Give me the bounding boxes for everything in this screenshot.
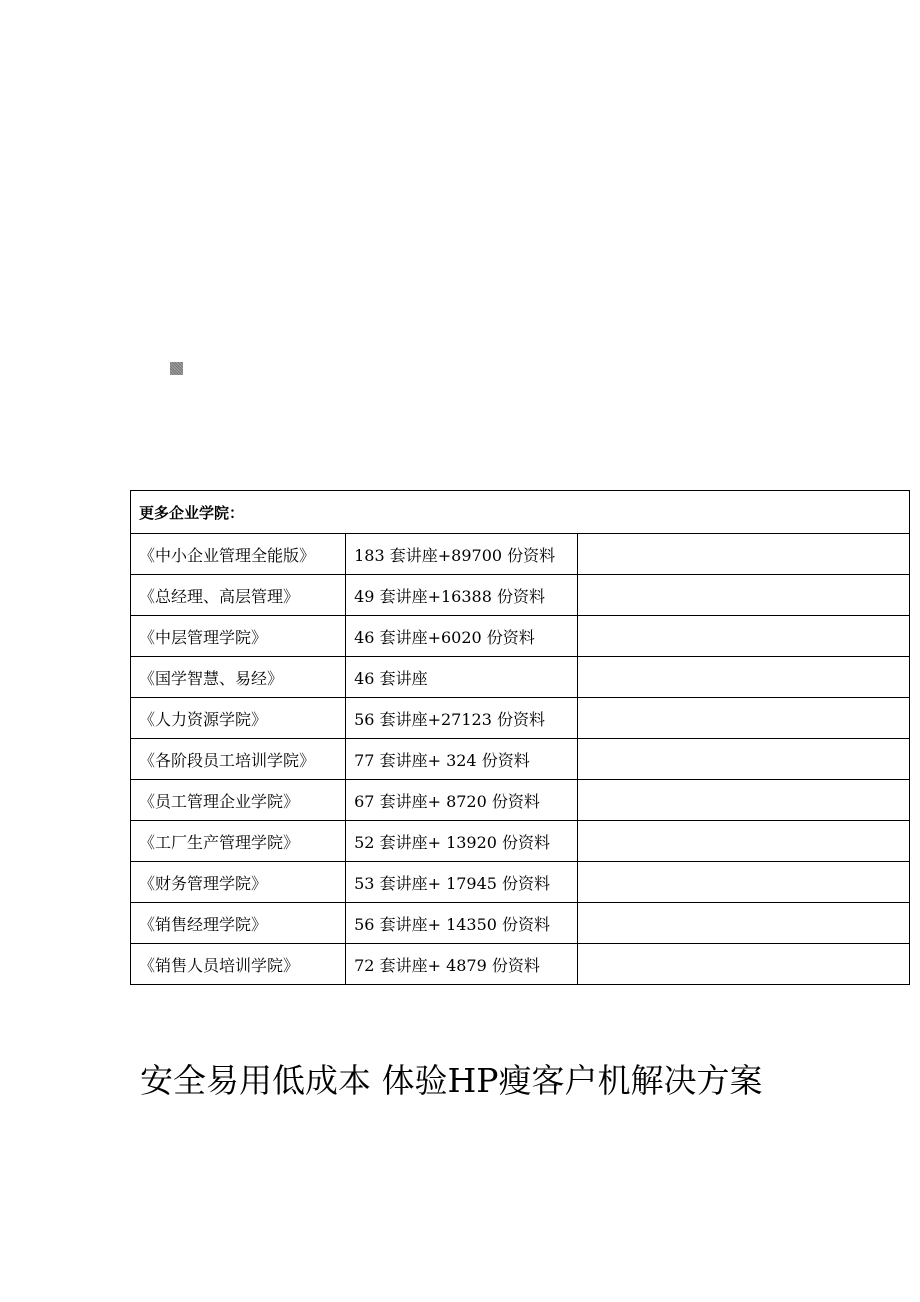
academy-name-cell: 《销售人员培训学院》 (131, 944, 346, 985)
academy-extra-cell (577, 944, 909, 985)
academy-detail-cell: 67 套讲座+ 8720 份资料 (346, 780, 577, 821)
table-row (131, 739, 910, 780)
square-bullet-icon (170, 362, 183, 375)
academy-detail-cell: 56 套讲座+27123 份资料 (346, 698, 577, 739)
academy-name-cell: 《员工管理企业学院》 (131, 780, 346, 821)
table-row (131, 821, 910, 862)
table-header: 更多企业学院： (131, 491, 910, 534)
academy-extra-cell (577, 862, 909, 903)
table-row (131, 862, 910, 903)
table-row (131, 657, 910, 698)
academy-extra-cell (577, 657, 909, 698)
document-title: 安全易用低成本 体验HP瘦客户机解决方案 (140, 1061, 763, 1100)
table-row (131, 575, 910, 616)
academy-name-cell: 《工厂生产管理学院》 (131, 821, 346, 862)
table-header-row (131, 491, 910, 534)
academy-name-cell: 《中小企业管理全能版》 (131, 534, 346, 575)
academy-detail-cell: 52 套讲座+ 13920 份资料 (346, 821, 577, 862)
academy-extra-cell (577, 903, 909, 944)
academy-name-cell: 《销售经理学院》 (131, 903, 346, 944)
academy-extra-cell (577, 698, 909, 739)
academy-extra-cell (577, 534, 909, 575)
academy-detail-cell: 77 套讲座+ 324 份资料 (346, 739, 577, 780)
academy-detail-cell: 72 套讲座+ 4879 份资料 (346, 944, 577, 985)
academy-name-cell: 《财务管理学院》 (131, 862, 346, 903)
academy-name-cell: 《总经理、高层管理》 (131, 575, 346, 616)
academy-extra-cell (577, 739, 909, 780)
academy-name-cell: 《国学智慧、易经》 (131, 657, 346, 698)
academy-detail-cell: 56 套讲座+ 14350 份资料 (346, 903, 577, 944)
academy-extra-cell (577, 780, 909, 821)
academy-detail-cell: 46 套讲座 (346, 657, 577, 698)
academy-detail-cell: 49 套讲座+16388 份资料 (346, 575, 577, 616)
table-row (131, 944, 910, 985)
academy-name-cell: 《各阶段员工培训学院》 (131, 739, 346, 780)
academy-extra-cell (577, 616, 909, 657)
table-row (131, 903, 910, 944)
academy-table (130, 490, 910, 985)
table-row (131, 780, 910, 821)
academy-detail-cell: 46 套讲座+6020 份资料 (346, 616, 577, 657)
academy-name-cell: 《中层管理学院》 (131, 616, 346, 657)
academy-detail-cell: 183 套讲座+89700 份资料 (346, 534, 577, 575)
table-row (131, 698, 910, 739)
academy-extra-cell (577, 575, 909, 616)
academy-name-cell: 《人力资源学院》 (131, 698, 346, 739)
table-row (131, 616, 910, 657)
academy-detail-cell: 53 套讲座+ 17945 份资料 (346, 862, 577, 903)
table-row (131, 534, 910, 575)
academy-extra-cell (577, 821, 909, 862)
